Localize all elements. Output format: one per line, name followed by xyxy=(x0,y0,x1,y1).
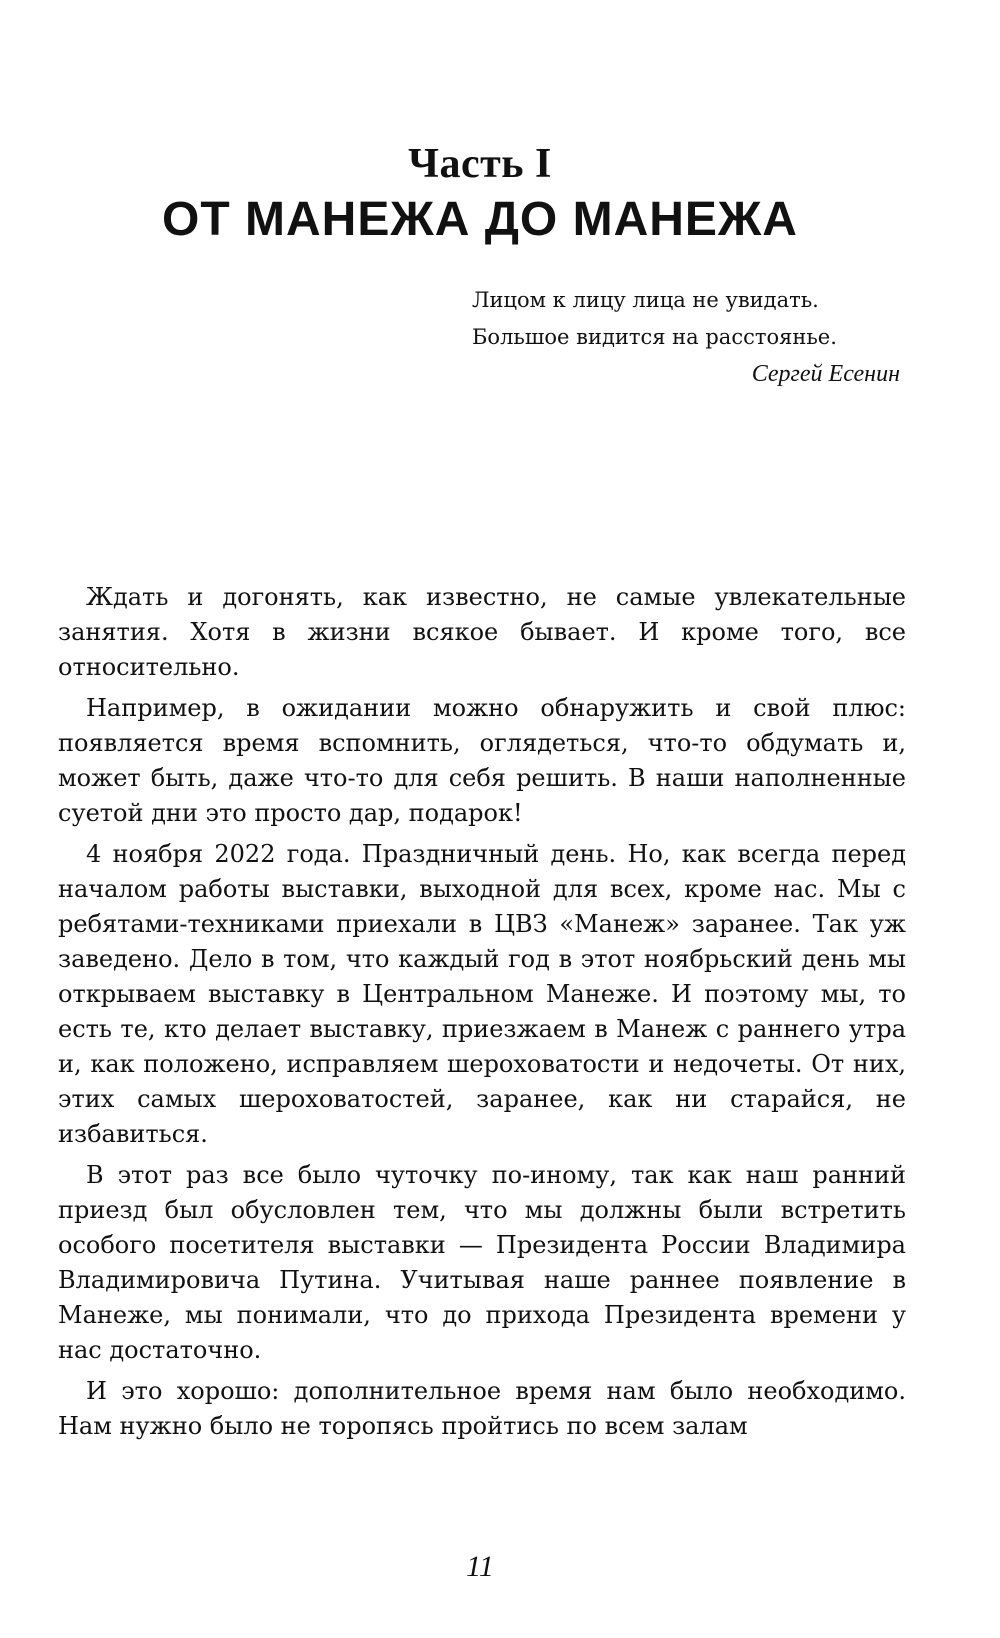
epigraph-line: Большое видится на расстоянье. xyxy=(472,325,837,349)
epigraph-author: Сергей Есенин xyxy=(751,361,900,387)
page-number: 11 xyxy=(466,1550,494,1583)
paragraph: И это хорошо: дополнительное время нам было необходимо. Нам нужно было не торопясь пройтись по всем залам xyxy=(58,1377,906,1440)
body-text xyxy=(58,580,906,1450)
part-title: ОТ МАНЕЖА ДО МАНЕЖА xyxy=(162,193,798,246)
paragraph: Ждать и догонять, как известно, не самые увлекательные занятия. Хотя в жизни всякое бывает. И кроме того, все относительно. xyxy=(58,583,906,681)
paragraph: 4 ноября 2022 года. Праздничный день. Но, как всегда перед началом работы выставки, выходной для всех, кроме нас. Мы с ребятами-техниками приехали в ЦВЗ «Манеж» заранее. Так уж заведено. Дело в том, что каждый год в этот ноябрьский день мы открываем выставку в Центральном Манеже. И поэтому мы, то есть те, кто делает выставку, приезжаем в Манеж с раннего утра и, как положено, исправляем шероховатости и недочеты. От них, этих самых шероховатостей, заранее, как ни старайся, не избавиться. xyxy=(58,840,906,1148)
paragraph: Например, в ожидании можно обнаружить и свой плюс: появляется время вспомнить, оглядеться, что-то обдумать и, может быть, даже что-то для себя решить. В наши наполненные суетой дни это просто дар, подарок! xyxy=(58,694,906,827)
part-label: Часть I xyxy=(408,141,552,187)
epigraph-line: Лицом к лицу лица не увидать. xyxy=(472,288,819,312)
paragraph: В этот раз все было чуточку по-иному, так как наш ранний приезд был обусловлен тем, что мы должны были встретить особого посетителя выставки — Президента России Владимира Владимировича Путина. Учитывая наше раннее появление в Манеже, мы понимали, что до прихода Президента времени у нас достаточно. xyxy=(58,1161,906,1364)
epigraph xyxy=(472,282,900,393)
